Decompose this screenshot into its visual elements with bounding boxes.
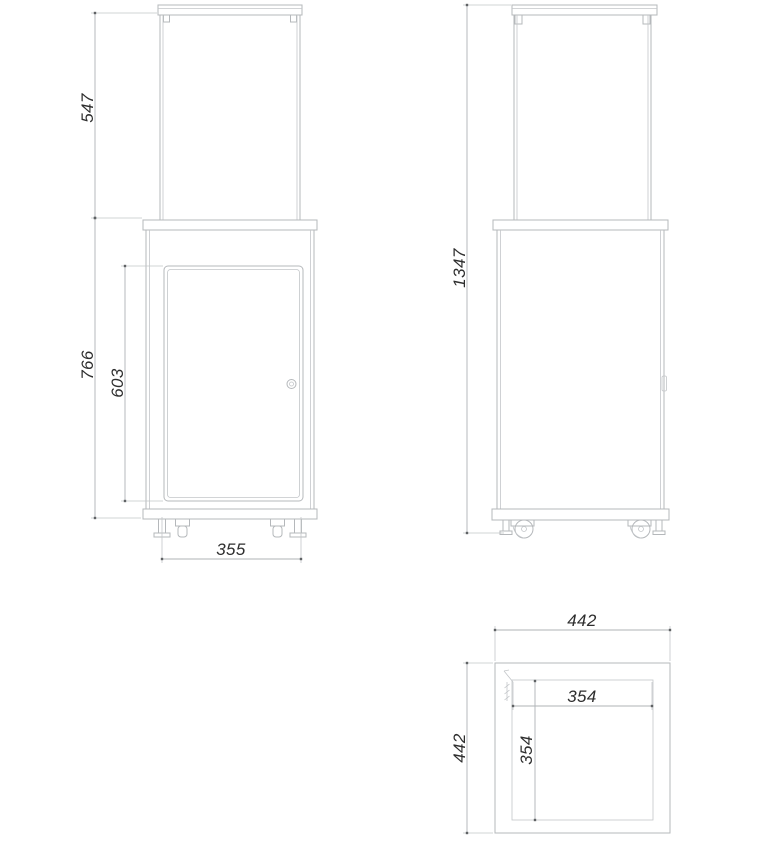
dim-label-603: 603 (108, 368, 127, 398)
door-knob (287, 380, 296, 389)
front-cap-post-right (291, 15, 297, 22)
front-caster-right (271, 519, 285, 537)
front-glass-panel (160, 15, 300, 220)
front-collar (143, 220, 317, 230)
front-foot-right (290, 519, 306, 537)
front-dimensions (78, 13, 301, 563)
side-base-plate (492, 509, 669, 520)
side-cap-post-left (515, 15, 522, 24)
dim-label-442-width: 442 (567, 611, 597, 630)
dim-door-height (108, 266, 163, 501)
side-caster-left (511, 520, 534, 538)
dim-label-547: 547 (78, 93, 97, 123)
front-base-plate (143, 509, 317, 519)
dim-inner-depth (517, 681, 536, 820)
front-door (164, 266, 303, 501)
front-body (146, 230, 314, 509)
dim-foot-span-width (162, 517, 301, 563)
dim-label-354-width: 354 (567, 687, 597, 706)
dim-label-355: 355 (216, 540, 246, 559)
dim-body-height (78, 218, 141, 518)
front-caster-left (176, 519, 190, 537)
side-collar (493, 220, 668, 230)
top-dimensions (450, 611, 670, 833)
dim-total-height (450, 5, 511, 533)
dim-label-766: 766 (78, 350, 97, 380)
dim-upper-glass-height (78, 13, 157, 218)
side-foot-left (500, 520, 512, 535)
side-body (497, 230, 664, 509)
front-cap-post-left (164, 15, 170, 22)
front-view (143, 5, 317, 537)
dim-outer-width (495, 611, 670, 661)
side-caster-right (628, 520, 651, 538)
side-foot-right (653, 520, 665, 535)
dim-label-354-depth: 354 (517, 735, 536, 765)
dim-outer-depth (450, 663, 493, 833)
dim-inner-width (513, 682, 652, 710)
side-view (492, 5, 669, 538)
side-glass-panel (514, 15, 651, 220)
front-top-cap (158, 5, 302, 22)
dim-label-1347: 1347 (450, 248, 469, 288)
dim-label-442-depth: 442 (450, 733, 469, 763)
side-cap-post-right (643, 15, 650, 24)
side-dimensions (450, 5, 511, 533)
